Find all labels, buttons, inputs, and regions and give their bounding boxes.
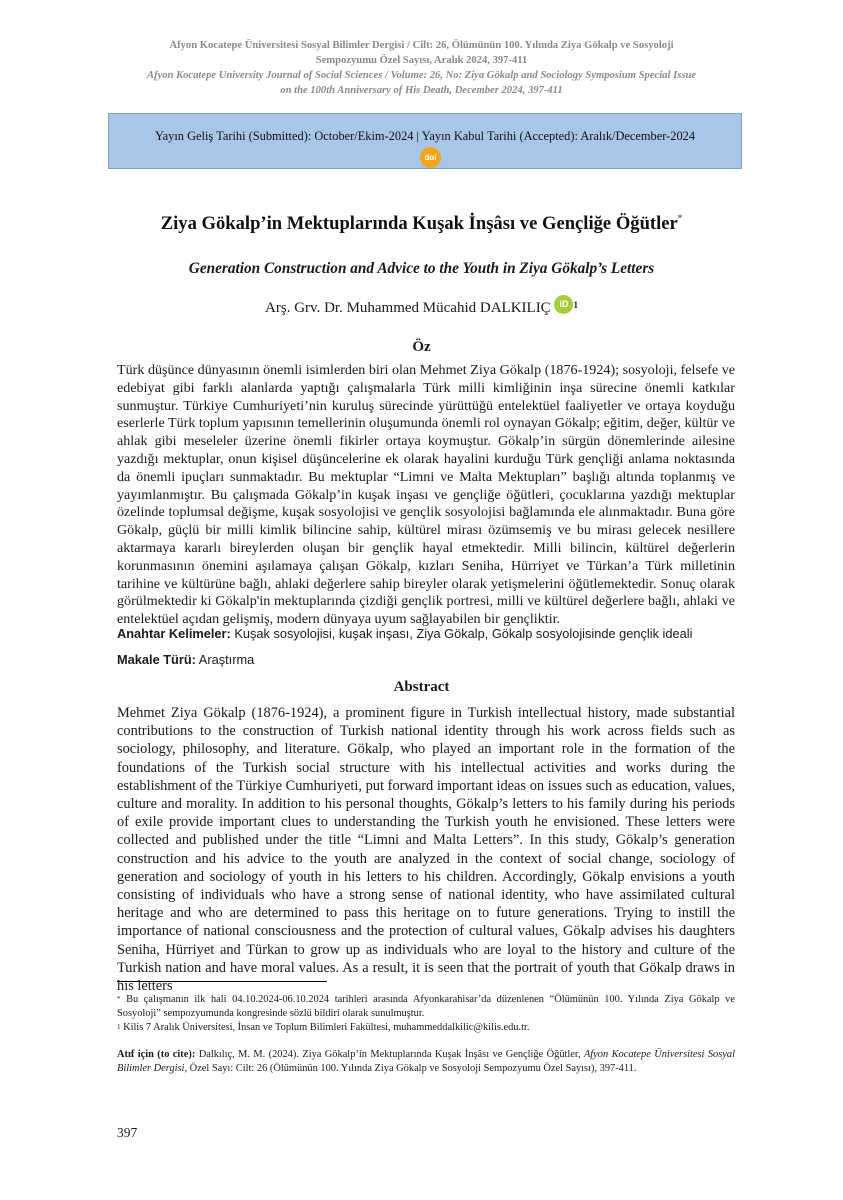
footnote-star xyxy=(117,993,735,1020)
article-type-line xyxy=(117,652,757,667)
article-title-tr xyxy=(60,213,783,235)
citation-journal: Afyon Kocatepe Üniversitesi Sosyal Bilimler Dergisi xyxy=(117,1049,735,1074)
author-name: Arş. Grv. Dr. Muhammed Mücahid DALKILIÇ xyxy=(265,300,551,316)
oz-heading: Öz xyxy=(412,339,431,355)
footnote-one-text: Kilis 7 Aralık Üniversitesi, İnsan ve Toplum Bilimleri Fakültesi, muhammeddalkilic@kilis.edu.tr. xyxy=(123,1022,530,1033)
journal-header xyxy=(80,38,763,98)
keywords-label: Anahtar Kelimeler: xyxy=(117,626,231,641)
footnote-one-mark: 1 xyxy=(117,1023,121,1031)
footnote-separator xyxy=(117,981,327,982)
footnote-one xyxy=(117,1021,735,1035)
article-type-text: Araştırma xyxy=(198,652,255,667)
header-en-line-1: Afyon Kocatepe University Journal of Social Sciences / Volume: 26, No: Ziya Gökalp and Sociology Symposium Special Issue xyxy=(146,70,697,81)
author-line xyxy=(60,300,783,317)
doi-icon[interactable]: doi xyxy=(420,147,441,168)
title-footnote-mark[interactable]: * xyxy=(677,213,683,223)
page-number: 397 xyxy=(117,1125,138,1140)
header-tr-line-2: Sempozyumu Özel Sayısı, Aralık 2024, 397-411 xyxy=(315,55,528,66)
header-en-line-2: on the 100th Anniversary of His Death, December 2024, 397-411 xyxy=(280,85,563,96)
submission-dates-box xyxy=(108,113,742,169)
citation-pre: Dalkılıç, M. M. (2024). Ziya Gökalp’in Mektuplarında Kuşak İnşâsı ve Gençliğe Öğütler, xyxy=(198,1049,581,1060)
article-title-tr-text: Ziya Gökalp’in Mektuplarında Kuşak İnşâsı ve Gençliğe Öğütler xyxy=(160,213,678,234)
affiliation-mark[interactable]: 1 xyxy=(573,300,578,310)
article-title-en: Generation Construction and Advice to the Youth in Ziya Gökalp’s Letters xyxy=(188,260,655,277)
footnote-star-text: Bu çalışmanın ilk hali 04.10.2024-06.10.2024 tarihleri arasında Afyonkarahisar’da düzenlenen “Ölümünün 100. Yılında Ziya Gökalp ve Sosyoloji” sempozyumunda kongresinde sözlü bildiri olarak sunulmuştur. xyxy=(117,994,735,1019)
citation-post: , Özel Sayı: Cilt: 26 (Ölümünün 100. Yılında Ziya Gökalp ve Sosyoloji Sempozyumu Özel Sayısı), 397-411. xyxy=(184,1062,637,1074)
citation-label: Atıf için (to cite): xyxy=(117,1049,196,1060)
abstract-heading: Abstract xyxy=(393,679,450,695)
footnote-star-mark: * xyxy=(117,995,121,1003)
abstract-text: Mehmet Ziya Gökalp (1876-1924), a prominent figure in Turkish intellectual history, made substantial contributions to the construction of Turkish national identity through his work across fields such as sociology, philosophy, and literature. Gökalp, who played an important role in the formation of the foundations of the Turkish social structure with his intellectual activities and works during the establishment of the Türkiye Cumhuriyeti, put forward important ideas on issues such as education, values, culture and morality. In addition to his personal thoughts, Gökalp’s letters to his family during his periods of exile provide important clues to understanding the Turkish youth he envisioned. These letters were collected and published under the title “Limni and Malta Letters”. In this study, Gökalp’s generation construction and his advice to the youth are analyzed in the context of social change, sociology of generation and sociology of youth in his letters to his children. Accordingly, Gökalp envisions a youth consisting of individuals who have a strong sense of national identity, who have assimilated cultural heritage and who are determined to pass this heritage on to future generations. Trying to instill the importance of national consciousness and the protection of cultural values, Gökalp advises his daughters Seniha, Hürriyet and Türkan to grow up as individuals who are loyal to the history and culture of the Turkish nation and have moral values. As a result, it is seen that the portrait of youth that Gökalp draws in his letters xyxy=(117,705,735,995)
citation-block xyxy=(117,1048,735,1075)
orcid-icon[interactable]: iD xyxy=(554,295,573,314)
keywords-text: Kuşak sosyolojisi, kuşak inşası, Ziya Gökalp, Gökalp sosyolojisinde gençlik ideali xyxy=(234,626,693,641)
oz-text: Türk düşünce dünyasının önemli isimlerden biri olan Mehmet Ziya Gökalp (1876-1924); sosyoloji, felsefe ve edebiyat gibi farklı alanlarda yaptığı çalışmalarla Türk milli kimliğinin inşa sürecine önemli katkılar sunmuştur. Türkiye Cumhuriyeti’nin kuruluş sürecinde yürüttüğü entelektüel faaliyetler ve ortaya koyduğu eserlerle Türk toplum yapısının temellerinin oluşumunda önemli rol oynayan Gökalp; eğitim, değer, kültür ve ahlak gibi meseleler üzerine önemli fikirler ortaya koymuştur. Gökalp’in sürgün dönemlerinde ailesine yazdığı mektuplar, onun kişisel düşüncelerine ek olarak hayalini kurduğu Türk gençliği anlama noktasında da önemli ipuçları sunmaktadır. Bu mektuplar “Limni ve Malta Mektupları” başlığı altında toplanmış ve yayımlanmıştır. Bu çalışmada Gökalp’in kuşak inşası ve gençliğe öğütleri, çocuklarına yazdığı mektuplar özelinde toplumsal değişme, kuşak sosyolojisi ve gençlik sosyolojisi bağlamında ele alınmaktadır. Buna göre Gökalp, güçlü bir milli kimlik bilincine sahip, kültürel mirası özümsemiş ve bu mirası gelecek nesillere aktarmaya kararlı bireylerden oluşan bir gençlik hayal etmektedir. Milli bilincin, kültürel değerlerin korunmasının önemini aşılamaya çalışan Gökalp, kızları Seniha, Hürriyet ve Türkan’a Türk milletinin tarihine ve kültürüne bağlı, ahlaki değerlere sahip bireyler olarak yetişmelerini öğütlemektedir. Sonuç olarak görülmektedir ki Gökalp'in mektuplarında çizdiği gençlik portresi, milli ve kültürel değerlere bağlı, ahlaki ve entelektüel açıdan gelişmiş, modern dünyaya uyum sağlayabilen bir gençliktir. xyxy=(117,362,735,628)
header-tr-line-1: Afyon Kocatepe Üniversitesi Sosyal Bilimler Dergisi / Cilt: 26, Ölümünün 100. Yılında Ziya Gökalp ve Sosyoloji xyxy=(169,40,674,51)
article-type-label: Makale Türü: xyxy=(117,652,196,667)
keywords-line xyxy=(117,626,757,641)
submission-dates-text: Yayın Geliş Tarihi (Submitted): October/Ekim-2024 | Yayın Kabul Tarihi (Accepted): Aralık/December-2024 xyxy=(154,129,696,143)
